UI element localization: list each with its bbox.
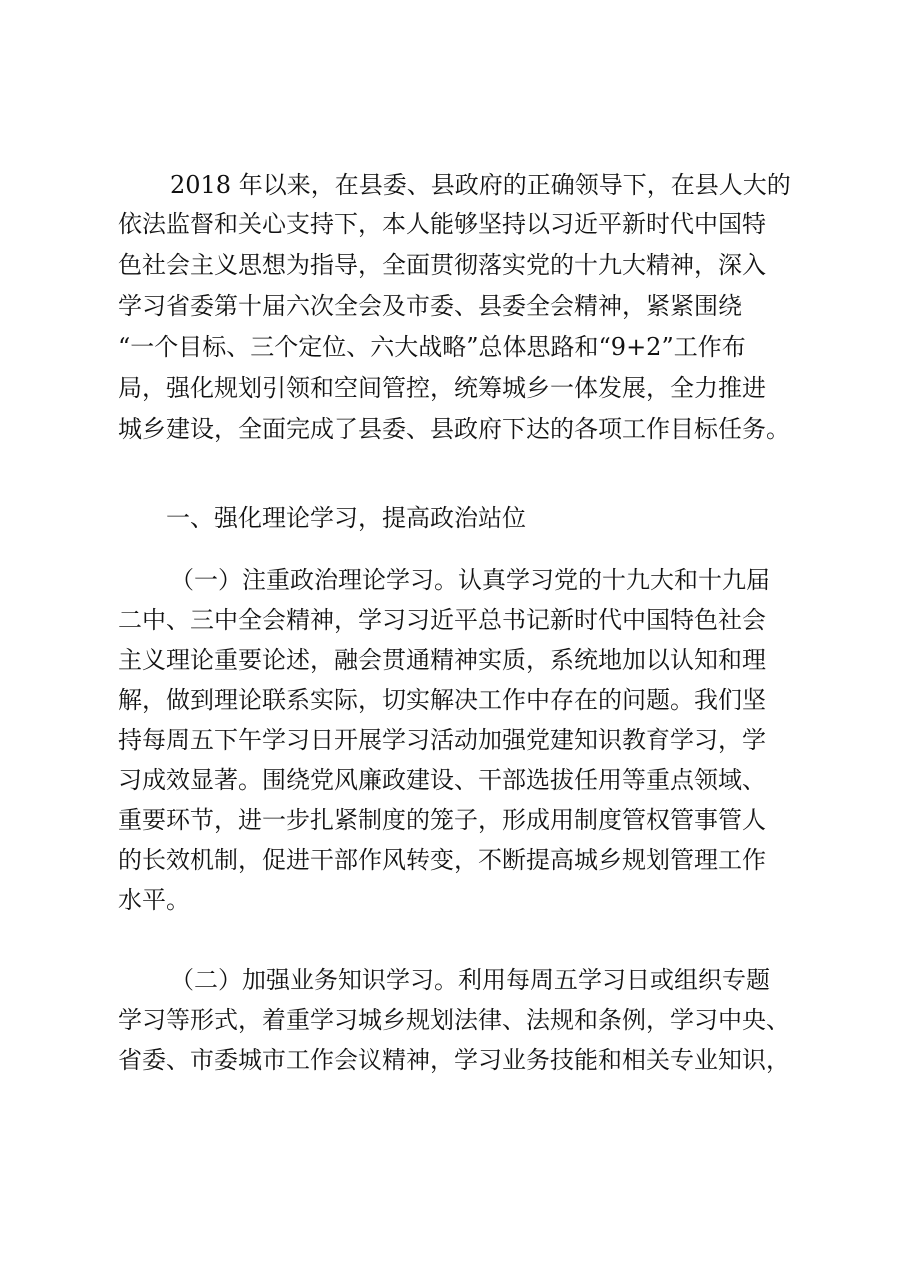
- line-text: 重要环节，进一步扎紧制度的笼子，形成用制度管权管事管人: [118, 806, 766, 834]
- paragraph-line: [0, 680, 909, 720]
- section-heading: [0, 498, 909, 538]
- paragraph-line: [0, 286, 909, 326]
- line-text: 二中、三中全会精神，学习习近平总书记新时代中国特色社会: [118, 606, 766, 634]
- paragraph-line: [0, 409, 909, 449]
- line-text: 学习等形式，着重学习城乡规划法律、法规和条例，学习中央、: [118, 1006, 790, 1034]
- paragraph-line: [0, 1000, 909, 1040]
- paragraph-line: [0, 880, 909, 920]
- paragraph-line: [0, 368, 909, 408]
- paragraph-line: [0, 204, 909, 244]
- section-heading-text: 一、强化理论学习，提高政治站位: [166, 504, 526, 532]
- line-text: 省委、市委城市工作会议精神，学习业务技能和相关专业知识，: [118, 1046, 790, 1074]
- paragraph-line: [0, 760, 909, 800]
- line-text: 局，强化规划引领和空间管控，统筹城乡一体发展，全力推进: [118, 374, 766, 402]
- paragraph-line: [0, 165, 909, 205]
- line-text: （一）注重政治理论学习。认真学习党的十九大和十九届: [170, 566, 770, 594]
- line-text: 习成效显著。围绕党风廉政建设、干部选拔任用等重点领域、: [118, 766, 766, 794]
- paragraph-line: [0, 1040, 909, 1080]
- paragraph-line: [0, 560, 909, 600]
- paragraph-line: [0, 720, 909, 760]
- paragraph-line: [0, 800, 909, 840]
- paragraph-line: [0, 600, 909, 640]
- line-text: 城乡建设，全面完成了县委、县政府下达的各项工作目标任务。: [118, 415, 790, 443]
- line-text: 持每周五下午学习日开展学习活动加强党建知识教育学习，学: [118, 726, 766, 754]
- line-text: 依法监督和关心支持下，本人能够坚持以习近平新时代中国特: [118, 210, 766, 238]
- line-text: 解，做到理论联系实际，切实解决工作中存在的问题。我们坚: [118, 686, 766, 714]
- line-text: 的长效机制，促进干部作风转变，不断提高城乡规划管理工作: [118, 846, 766, 874]
- paragraph-line: [0, 327, 909, 367]
- paragraph-line: [0, 840, 909, 880]
- line-text: 水平。: [118, 886, 190, 914]
- line-text: 2018 年以来，在县委、县政府的正确领导下，在县人大的: [170, 171, 791, 199]
- paragraph-line: [0, 245, 909, 285]
- line-text: （二）加强业务知识学习。利用每周五学习日或组织专题: [170, 966, 770, 994]
- line-text: 学习省委第十届六次全会及市委、县委全会精神，紧紧围绕: [118, 292, 742, 320]
- line-text: “一个目标、三个定位、六大战略”总体思路和“9+2”工作布: [118, 333, 746, 361]
- line-text: 主义理论重要论述，融会贯通精神实质，系统地加以认知和理: [118, 646, 766, 674]
- paragraph-line: [0, 960, 909, 1000]
- paragraph-line: [0, 640, 909, 680]
- line-text: 色社会主义思想为指导，全面贯彻落实党的十九大精神，深入: [118, 251, 766, 279]
